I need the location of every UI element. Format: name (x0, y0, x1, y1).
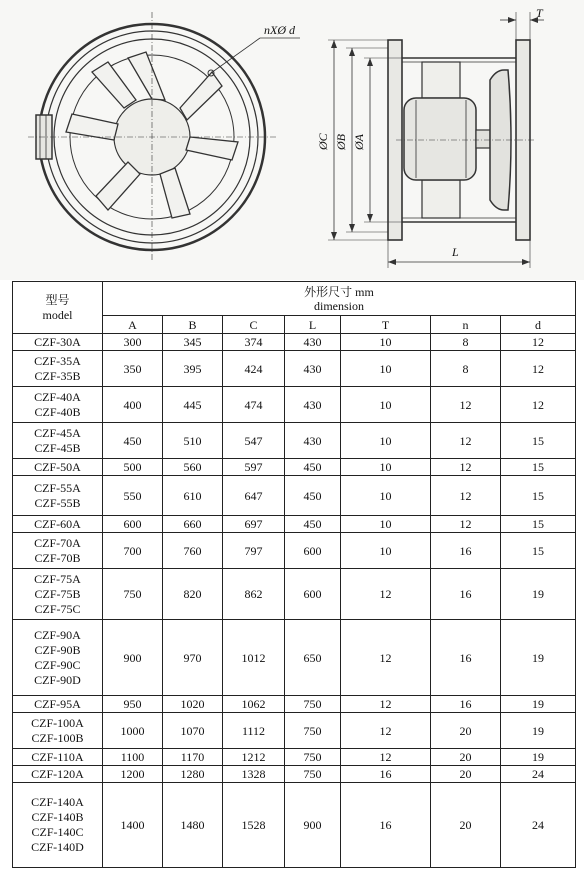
value-cell: 750 (285, 766, 341, 783)
value-cell: 12 (341, 749, 431, 766)
model-name: CZF-45B (34, 440, 81, 455)
table-row (13, 766, 576, 783)
value-cell: 12 (431, 459, 501, 476)
value-cell: 12 (341, 713, 431, 749)
value-cell: 760 (163, 533, 223, 569)
value-cell: 10 (341, 334, 431, 351)
value-cell: 1328 (223, 766, 285, 783)
value-cell: 500 (103, 459, 163, 476)
value-cell: 1020 (163, 696, 223, 713)
value-cell: 450 (285, 516, 341, 533)
value-cell: 900 (285, 783, 341, 868)
model-cell (13, 423, 103, 459)
value-cell: 900 (103, 620, 163, 696)
model-name: CZF-40A (34, 389, 81, 404)
model-cell (13, 766, 103, 783)
value-cell: 1400 (103, 783, 163, 868)
value-cell: 395 (163, 351, 223, 387)
bolt-hole-label: nXØ d (264, 23, 295, 37)
value-cell: 24 (501, 766, 576, 783)
value-cell: 16 (431, 620, 501, 696)
table-row (13, 476, 576, 516)
model-name: CZF-90D (34, 672, 81, 687)
table-row (13, 459, 576, 476)
table-row (13, 533, 576, 569)
value-cell: 1200 (103, 766, 163, 783)
value-cell: 600 (103, 516, 163, 533)
model-name: CZF-90B (34, 642, 81, 657)
value-cell: 19 (501, 696, 576, 713)
dimension-header-en: dimension (314, 298, 364, 313)
value-cell: 10 (341, 423, 431, 459)
model-name: CZF-90C (34, 657, 81, 672)
value-cell: 510 (163, 423, 223, 459)
model-cell (13, 533, 103, 569)
model-name: CZF-75B (34, 586, 81, 601)
value-cell: 424 (223, 351, 285, 387)
value-cell: 750 (103, 569, 163, 620)
model-name: CZF-35B (34, 368, 81, 383)
model-name: CZF-40B (34, 404, 81, 419)
value-cell: 1062 (223, 696, 285, 713)
value-cell: 20 (431, 713, 501, 749)
model-name: CZF-75A (34, 571, 81, 586)
value-cell: 1212 (223, 749, 285, 766)
dimension-table (12, 281, 576, 868)
value-cell: 24 (501, 783, 576, 868)
model-header-cn: 型号 (45, 292, 70, 307)
value-cell: 10 (341, 387, 431, 423)
table-row (13, 351, 576, 387)
model-name: CZF-50A (34, 459, 81, 474)
value-cell: 12 (341, 569, 431, 620)
model-name: CZF-120A (31, 766, 84, 781)
technical-drawing (0, 0, 584, 280)
value-cell: 12 (501, 387, 576, 423)
model-name: CZF-70A (34, 535, 81, 550)
value-cell: 1528 (223, 783, 285, 868)
value-cell: 10 (341, 476, 431, 516)
model-cell (13, 476, 103, 516)
value-cell: 647 (223, 476, 285, 516)
value-cell: 597 (223, 459, 285, 476)
model-name: CZF-35A (34, 353, 81, 368)
value-cell: 750 (285, 749, 341, 766)
model-name: CZF-140D (31, 840, 84, 854)
value-cell: 19 (501, 713, 576, 749)
value-cell: 862 (223, 569, 285, 620)
model-name: CZF-140B (31, 810, 84, 824)
value-cell: 474 (223, 387, 285, 423)
model-name: CZF-100A (31, 715, 84, 730)
value-cell: 374 (223, 334, 285, 351)
value-cell: 10 (341, 533, 431, 569)
column-header: n (431, 316, 501, 334)
model-name: CZF-30A (34, 334, 81, 349)
value-cell: 12 (431, 423, 501, 459)
dimension-header-cn: 外形尺寸 mm (304, 284, 374, 299)
table-row (13, 516, 576, 533)
value-cell: 12 (341, 620, 431, 696)
value-cell: 300 (103, 334, 163, 351)
value-cell: 8 (431, 334, 501, 351)
value-cell: 19 (501, 749, 576, 766)
table-row (13, 387, 576, 423)
dim-B-label: ØB (334, 134, 348, 150)
value-cell: 660 (163, 516, 223, 533)
table-row (13, 713, 576, 749)
model-name: CZF-60A (34, 516, 81, 531)
value-cell: 10 (341, 351, 431, 387)
value-cell: 550 (103, 476, 163, 516)
model-name: CZF-55B (34, 495, 81, 510)
value-cell: 547 (223, 423, 285, 459)
value-cell: 20 (431, 766, 501, 783)
model-name: CZF-100B (31, 730, 84, 745)
table-row (13, 620, 576, 696)
table-row (13, 334, 576, 351)
value-cell: 20 (431, 749, 501, 766)
table-row (13, 696, 576, 713)
value-cell: 19 (501, 569, 576, 620)
value-cell: 1112 (223, 713, 285, 749)
value-cell: 1480 (163, 783, 223, 868)
value-cell: 700 (103, 533, 163, 569)
model-cell (13, 783, 103, 868)
value-cell: 12 (431, 516, 501, 533)
value-cell: 15 (501, 516, 576, 533)
model-cell (13, 713, 103, 749)
value-cell: 970 (163, 620, 223, 696)
model-name: CZF-140A (31, 795, 84, 809)
value-cell: 1000 (103, 713, 163, 749)
model-cell (13, 459, 103, 476)
value-cell: 15 (501, 423, 576, 459)
model-cell (13, 620, 103, 696)
model-name: CZF-75C (34, 601, 81, 616)
model-cell (13, 334, 103, 351)
value-cell: 15 (501, 459, 576, 476)
value-cell: 16 (341, 766, 431, 783)
column-header: A (103, 316, 163, 334)
value-cell: 10 (341, 459, 431, 476)
value-cell: 750 (285, 696, 341, 713)
value-cell: 16 (341, 783, 431, 868)
dimension-header (103, 282, 576, 316)
value-cell: 20 (431, 783, 501, 868)
model-header (13, 282, 103, 334)
model-name: CZF-90A (34, 627, 81, 642)
value-cell: 400 (103, 387, 163, 423)
value-cell: 600 (285, 569, 341, 620)
value-cell: 560 (163, 459, 223, 476)
table-row (13, 783, 576, 868)
value-cell: 950 (103, 696, 163, 713)
value-cell: 345 (163, 334, 223, 351)
model-name: CZF-45A (34, 425, 81, 440)
value-cell: 450 (103, 423, 163, 459)
fan-drawing-svg (0, 0, 584, 280)
value-cell: 350 (103, 351, 163, 387)
value-cell: 19 (501, 620, 576, 696)
column-header: B (163, 316, 223, 334)
value-cell: 445 (163, 387, 223, 423)
model-cell (13, 387, 103, 423)
column-header: L (285, 316, 341, 334)
value-cell: 1012 (223, 620, 285, 696)
value-cell: 1170 (163, 749, 223, 766)
model-name: CZF-140C (31, 825, 84, 839)
model-name: CZF-110A (31, 749, 84, 764)
value-cell: 430 (285, 387, 341, 423)
column-header: C (223, 316, 285, 334)
value-cell: 650 (285, 620, 341, 696)
value-cell: 820 (163, 569, 223, 620)
model-name: CZF-70B (34, 550, 81, 565)
value-cell: 1070 (163, 713, 223, 749)
value-cell: 600 (285, 533, 341, 569)
model-cell (13, 351, 103, 387)
value-cell: 15 (501, 533, 576, 569)
table-row (13, 423, 576, 459)
value-cell: 16 (431, 533, 501, 569)
dim-L-label: L (452, 245, 459, 259)
value-cell: 1280 (163, 766, 223, 783)
column-header: d (501, 316, 576, 334)
value-cell: 450 (285, 476, 341, 516)
value-cell: 12 (501, 334, 576, 351)
model-cell (13, 696, 103, 713)
value-cell: 8 (431, 351, 501, 387)
value-cell: 12 (431, 387, 501, 423)
column-header: T (341, 316, 431, 334)
value-cell: 610 (163, 476, 223, 516)
value-cell: 12 (501, 351, 576, 387)
dim-A-label: ØA (352, 134, 366, 150)
value-cell: 430 (285, 351, 341, 387)
value-cell: 450 (285, 459, 341, 476)
value-cell: 750 (285, 713, 341, 749)
value-cell: 10 (341, 516, 431, 533)
model-name: CZF-95A (34, 696, 81, 711)
value-cell: 15 (501, 476, 576, 516)
model-cell (13, 516, 103, 533)
value-cell: 16 (431, 696, 501, 713)
model-header-en: model (42, 307, 73, 322)
table-row (13, 569, 576, 620)
model-cell (13, 569, 103, 620)
table-row (13, 749, 576, 766)
model-name: CZF-55A (34, 480, 81, 495)
value-cell: 697 (223, 516, 285, 533)
value-cell: 1100 (103, 749, 163, 766)
value-cell: 16 (431, 569, 501, 620)
value-cell: 430 (285, 334, 341, 351)
dim-T-label: T (536, 6, 543, 20)
value-cell: 12 (341, 696, 431, 713)
value-cell: 12 (431, 476, 501, 516)
model-cell (13, 749, 103, 766)
value-cell: 430 (285, 423, 341, 459)
value-cell: 797 (223, 533, 285, 569)
dim-C-label: ØC (316, 133, 330, 150)
